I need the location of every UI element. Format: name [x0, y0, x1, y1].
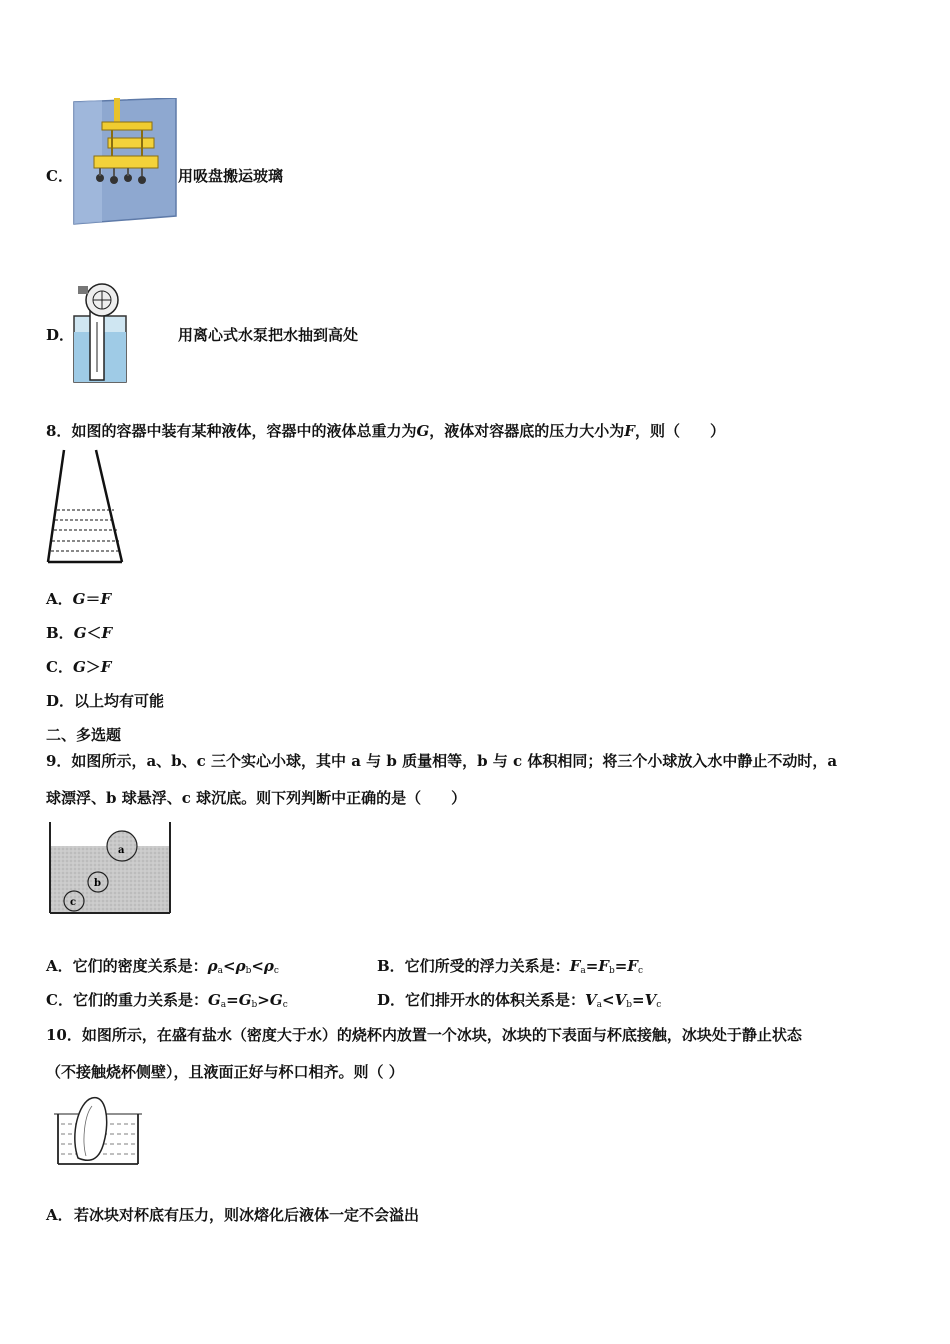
q9-option-a-sym-3: ρ: [263, 957, 274, 975]
section-title-multiple-choice: 二、多选题: [46, 726, 122, 744]
q9-option-b-sym-1: F: [569, 957, 581, 975]
q9-option-b-sym-2: F: [598, 957, 609, 975]
q9-option-d-op-1: <: [602, 991, 615, 1009]
q9-option-b-sub-3: c: [637, 966, 643, 976]
ball-c-label: c: [70, 897, 77, 908]
q9-option-d-op-2: =: [632, 991, 645, 1009]
q9-option-a-sub-3: c: [273, 966, 279, 976]
q8-option-a-label: A．: [46, 590, 73, 608]
q9-option-c-op-1: =: [226, 991, 239, 1009]
q9-option-c-label: C．它们的重力关系是：: [46, 991, 208, 1009]
q8-stem-part-3: ，则（ ）: [634, 422, 725, 440]
q7-option-c-text: 用吸盘搬运玻璃: [178, 167, 284, 185]
q9-option-c-sym-2: G: [238, 991, 252, 1009]
q9-option-c: [46, 989, 288, 1010]
q9-option-d-sym-3: V: [644, 991, 657, 1009]
q9-option-c-sub-2: b: [251, 1000, 258, 1010]
q8-stem: [46, 420, 725, 441]
q8-option-c-op: ＞: [85, 658, 101, 676]
q8-option-a-op: ＝: [85, 590, 101, 608]
q9-option-b-op-1: =: [585, 957, 599, 975]
q9-option-d-sym-1: V: [585, 991, 597, 1009]
q10-stem-line-2: （不接触烧杯侧壁），且液面正好与杯口相齐。则（ ）: [46, 1063, 404, 1081]
q9-option-b-op-2: =: [614, 957, 628, 975]
q9-option-a-sub-1: a: [217, 966, 223, 976]
q9-option-a-label: A．它们的密度关系是：: [46, 957, 208, 975]
centrifugal-pump-figure: [72, 282, 132, 384]
q9-option-d-sub-3: c: [656, 1000, 662, 1010]
q9-option-c-sub-3: c: [282, 1000, 288, 1010]
q9-option-b-sym-3: F: [627, 957, 638, 975]
q9-option-a-sub-2: b: [245, 966, 252, 976]
q9-option-a: [46, 955, 279, 976]
q7-option-c-label: C．: [46, 167, 73, 185]
q9-option-a-op-1: <: [223, 957, 236, 975]
q9-stem-line-1: 9．如图所示，a、b、c 三个实心小球，其中 a 与 b 质量相等，b 与 c 体积相同；将三个小球放入水中静止不动时，a: [46, 752, 838, 770]
q8-option-d: [46, 690, 164, 711]
q8-option-b-op: ＜: [86, 624, 102, 642]
q9-option-c-sym-3: G: [269, 991, 283, 1009]
q9-option-b-sub-1: a: [580, 966, 586, 976]
q9-option-b: [377, 955, 643, 976]
q9-three-balls-figure: [46, 820, 174, 916]
q8-symbol-f: F: [624, 422, 635, 440]
suction-cup-glass-figure: [72, 98, 180, 226]
q8-option-c-rhs: F: [100, 658, 112, 676]
q9-option-a-sym-2: ρ: [235, 957, 246, 975]
q9-option-c-sym-1: G: [207, 991, 221, 1009]
q8-option-b-rhs: F: [101, 624, 113, 642]
q8-stem-part-1: 如图的容器中装有某种液体，容器中的液体总重力为: [71, 422, 417, 440]
q9-option-d-sym-2: V: [614, 991, 627, 1009]
q10-option-a-text: 若冰块对杯底有压力，则冰熔化后液体一定不会溢出: [74, 1206, 420, 1224]
q8-symbol-g: G: [416, 422, 430, 440]
ball-b-label: b: [94, 878, 101, 889]
q7-option-d-label: D．: [46, 326, 75, 344]
q9-option-a-op-2: <: [251, 957, 264, 975]
q8-option-a: [46, 588, 111, 609]
q9-option-d: [377, 989, 661, 1010]
q8-option-c-lhs: G: [72, 658, 86, 676]
q8-option-d-text: 以上均有可能: [74, 692, 165, 710]
q8-option-a-lhs: G: [72, 590, 86, 608]
q8-option-c-label: C．: [46, 658, 73, 676]
q9-option-d-label: D．它们排开水的体积关系是：: [377, 991, 586, 1009]
q10-option-a-label: A．: [46, 1206, 73, 1224]
q8-option-a-rhs: F: [100, 590, 112, 608]
q9-stem-line-2: 球漂浮、b 球悬浮、c 球沉底。则下列判断中正确的是（ ）: [46, 789, 467, 807]
q9-option-d-sub-2: b: [626, 1000, 633, 1010]
q8-number: 8．: [46, 422, 72, 440]
q8-container-figure: [44, 448, 128, 568]
q9-option-c-op-2: >: [257, 991, 270, 1009]
q10-beaker-ice-figure: [52, 1096, 144, 1168]
q9-option-a-sym-1: ρ: [207, 957, 218, 975]
q8-option-b: [46, 622, 112, 643]
ball-a-label: a: [118, 845, 125, 856]
q8-option-d-label: D．: [46, 692, 75, 710]
q7-option-d-text: 用离心式水泵把水抽到高处: [178, 326, 359, 344]
q9-option-b-label: B．它们所受的浮力关系是：: [377, 957, 570, 975]
q8-option-b-lhs: G: [73, 624, 87, 642]
q8-stem-part-2: ，液体对容器底的压力大小为: [429, 422, 625, 440]
q8-option-b-label: B．: [46, 624, 74, 642]
q10-stem-line-1: 10．如图所示，在盛有盐水（密度大于水）的烧杯内放置一个冰块，冰块的下表面与杯底接触，冰块处于静止状态: [46, 1026, 802, 1044]
q9-option-c-sub-1: a: [220, 1000, 227, 1010]
q9-option-d-sub-1: a: [596, 1000, 603, 1010]
q9-option-b-sub-2: b: [608, 966, 615, 976]
q8-option-c: [46, 656, 111, 677]
